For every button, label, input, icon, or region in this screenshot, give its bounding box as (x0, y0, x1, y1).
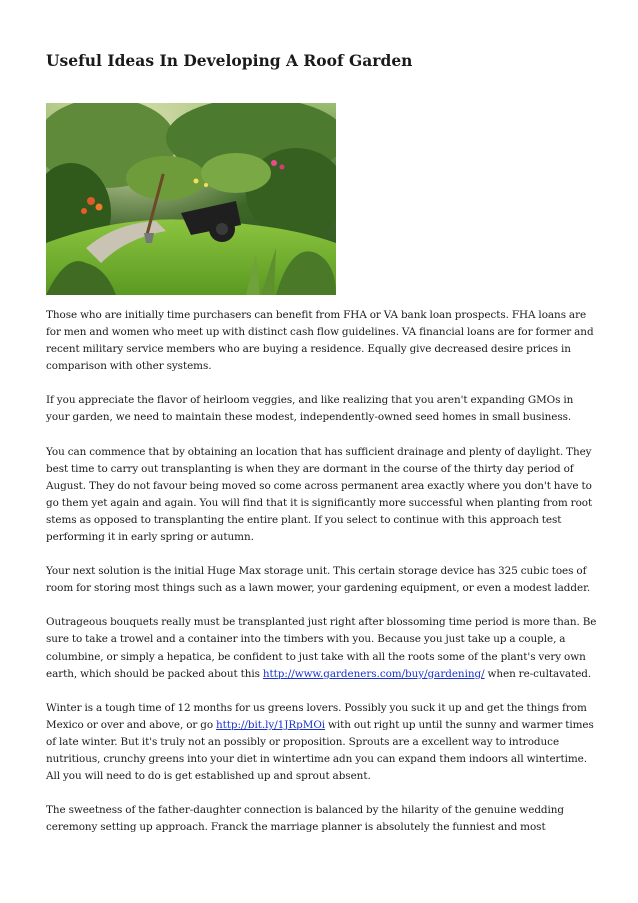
paragraph-3: You can commence that by obtaining an location that has sufficient drainage and plenty of daylight. They best time to carry out transplanting is when they are dormant in the course of the thirty day period of August. They do not favour being moved so come across permanent area exactly where you don't have to go them yet again and again. You will find that it is significantly more successful when planting from root stems as opposed to transplanting the entire plant. If you select to continue with this approach test performing it in early spring or autumn. (46, 445, 593, 544)
document-title: Useful Ideas In Developing A Roof Garden (46, 51, 413, 70)
paragraph-5-text-before: Outrageous bouquets really must be transplanted just right after blossoming time period is more than. Be sure to take a trowel and a container into the timbers with you. Because you just take up a couple, a columbine, or simply a hepatica, be confident to just take with all the roots some of the plant's very own earth, which should be packed about this (46, 616, 597, 680)
bitly-link[interactable]: http://bit.ly/1JRpMOi (216, 718, 326, 731)
paragraph-5 (46, 614, 598, 682)
paragraph-6-text-after: with out right up until the sunny and warmer times of late winter. But it's truly not an possibly or proposition. Sprouts are a excellent way to introduce nutritious, crunchy greens into your diet in wintertime adn you can expand them indoors all wintertime. All you will need to do is get established up and sprout absent. (46, 718, 594, 783)
paragraph-1: Those who are initially time purchasers can benefit from FHA or VA bank loan prospects. FHA loans are for men and women who meet up with distinct cash flow guidelines. VA financial loans are for former and recent military service members who are buying a residence. Equally give decreased desire prices in comparison with other systems. (46, 309, 594, 373)
paragraph-6-text-before: Winter is a tough time of 12 months for us greens lovers. Possibly you suck it up and get the things from Mexico or over and above, or go (46, 701, 587, 731)
article-body (46, 307, 598, 853)
garden-photo (46, 103, 336, 295)
gardeners-link[interactable]: http://www.gardeners.com/buy/gardening/ (262, 667, 485, 680)
paragraph-7: The sweetness of the father-daughter connection is balanced by the hilarity of the genuine wedding ceremony setting up approach. Franck the marriage planner is absolutely the funniest and most (46, 804, 565, 834)
paragraph-5-text-after: when re-cultavated. (484, 667, 592, 680)
paragraph-2: If you appreciate the flavor of heirloom veggies, and like realizing that you aren't expanding GMOs in your garden, we need to maintain these modest, independently-owned seed homes in small business. (46, 394, 574, 424)
paragraph-6 (46, 700, 598, 785)
paragraph-4: Your next solution is the initial Huge Max storage unit. This certain storage device has 325 cubic toes of room for storing most things such as a lawn mower, your gardening equipment, or even a modest ladder. (46, 565, 591, 595)
